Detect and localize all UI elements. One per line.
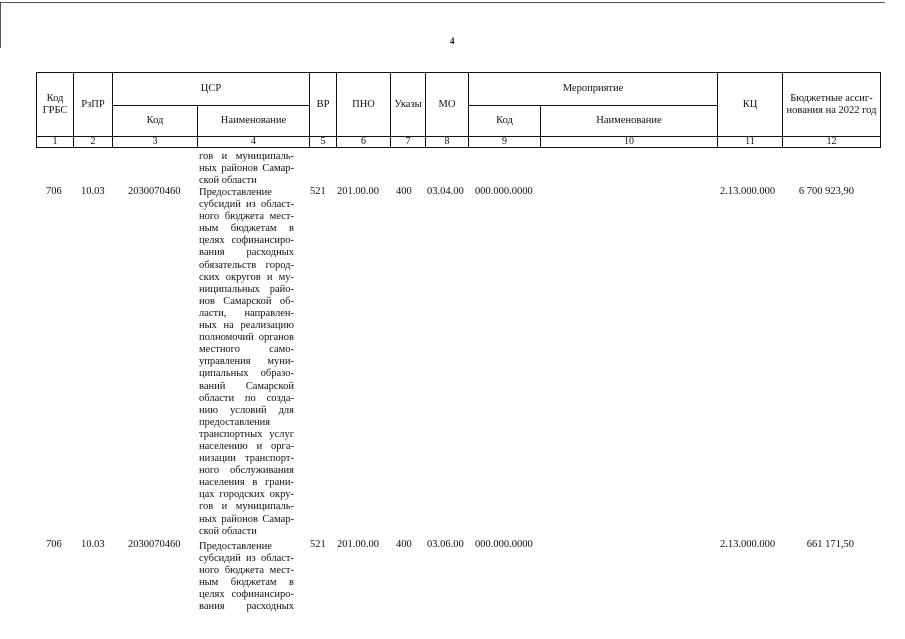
cell-csr-code: 2030070460 <box>128 539 181 550</box>
description-line: ских округов и му- <box>199 271 294 283</box>
description-line: ного обслуживания <box>199 465 294 477</box>
description-line: ниципальных райо- <box>199 283 294 295</box>
description-line: ного бюджета мест- <box>199 211 294 223</box>
cell-kc: 2.13.000.000 <box>720 186 776 197</box>
description-line: ской области <box>199 525 257 537</box>
header-csr: ЦСР <box>113 73 310 106</box>
header-budget-2022: Бюджетные ассиг-нования на 2022 год <box>783 73 881 137</box>
description-line: ваний Самарской <box>199 380 294 392</box>
page-number: 4 <box>450 36 455 46</box>
cell-csr-code: 2030070460 <box>128 186 181 197</box>
description-line: вания расходных <box>199 601 294 613</box>
cell-mo: 03.06.00 <box>427 539 464 550</box>
cell-grbs: 706 <box>46 539 62 550</box>
description-line: нов Самарской об- <box>199 295 294 307</box>
description-line: предоставления <box>199 416 271 428</box>
description-line: субсидий из област- <box>199 199 294 211</box>
description-line: Предоставление <box>199 541 272 552</box>
cell-pno: 201.00.00 <box>337 186 379 197</box>
description-line: субсидий из област- <box>199 553 294 565</box>
description-line: полномочий органов <box>199 332 294 344</box>
column-number: 12 <box>783 137 881 148</box>
description-line: целях софинансиро- <box>199 235 294 247</box>
description-line: целях софинансиро- <box>199 589 294 601</box>
description-line: ного бюджета мест- <box>199 565 294 577</box>
cell-amount: 661 171,50 <box>806 539 854 550</box>
cell-csr-name <box>199 187 294 538</box>
description-line: ным бюджетам в <box>199 577 294 589</box>
column-number: 6 <box>337 137 391 148</box>
table-row <box>36 186 880 200</box>
cell-pno: 201.00.00 <box>337 539 379 550</box>
cell-kc: 2.13.000.000 <box>720 539 776 550</box>
description-line: местного само- <box>199 344 294 356</box>
column-number: 3 <box>113 137 198 148</box>
description-line: Предоставление <box>199 187 272 198</box>
column-number: 10 <box>541 137 718 148</box>
column-number: 5 <box>310 137 337 148</box>
header-csr-name: Наименование <box>198 106 310 137</box>
description-line: ным бюджетам в <box>199 223 294 235</box>
description-line: цах городских окру- <box>199 489 294 501</box>
description-line: обязательств город- <box>199 259 294 271</box>
column-number: 1 <box>37 137 74 148</box>
description-line: транспортных услуг <box>199 428 294 440</box>
description-line: области по созда- <box>199 392 294 404</box>
header-pno: ПНО <box>337 73 391 137</box>
cell-meropr-code: 000.000.0000 <box>475 539 533 550</box>
scan-border <box>0 2 885 3</box>
cell-meropr-code: 000.000.0000 <box>475 186 533 197</box>
cell-amount: 6 700 923,90 <box>798 186 854 197</box>
header-csr-code: Код <box>113 106 198 137</box>
header-meropriyatie: Мероприятие <box>469 73 718 106</box>
header-vr: ВР <box>310 73 337 137</box>
description-line: вания расходных <box>199 247 294 259</box>
header-mo: МО <box>426 73 469 137</box>
table-row <box>36 539 880 553</box>
description-line: нию условий для <box>199 404 294 416</box>
header-meropr-name: Наименование <box>541 106 718 137</box>
cell-csr-name <box>199 541 294 614</box>
cell-mo: 03.04.00 <box>427 186 464 197</box>
description-line: ласти, направлен- <box>199 307 294 319</box>
header-rzpr: РзПР <box>74 73 113 137</box>
description-line: населению и орга- <box>199 440 294 452</box>
cell-vr: 521 <box>310 186 326 197</box>
header-kc: КЦ <box>718 73 783 137</box>
budget-table-header <box>36 72 881 148</box>
header-meropr-code: Код <box>469 106 541 137</box>
column-number: 4 <box>198 137 310 148</box>
description-line: управления муни- <box>199 356 294 368</box>
column-number: 11 <box>718 137 783 148</box>
cell-grbs: 706 <box>46 186 62 197</box>
column-number: 7 <box>391 137 426 148</box>
cell-rzpr: 10.03 <box>81 539 105 550</box>
description-line: населения в грани- <box>199 477 294 489</box>
scan-border <box>0 2 1 48</box>
column-number: 8 <box>426 137 469 148</box>
header-grbs: Код ГРБС <box>37 73 74 137</box>
column-number: 2 <box>74 137 113 148</box>
column-number: 9 <box>469 137 541 148</box>
description-line: ных районов Самар- <box>199 163 294 174</box>
cell-ukazy: 400 <box>396 539 412 550</box>
description-line: низации транспорт- <box>199 453 294 465</box>
description-line: ных районов Самар- <box>199 513 294 525</box>
cell-vr: 521 <box>310 539 326 550</box>
cell-rzpr: 10.03 <box>81 186 105 197</box>
description-line: гов и муниципаль- <box>199 151 294 162</box>
description-line: ных на реализацию <box>199 320 294 332</box>
description-line: ской области <box>199 175 257 186</box>
carryover-description <box>199 151 294 187</box>
cell-ukazy: 400 <box>396 186 412 197</box>
description-line: гов и муниципаль- <box>199 501 294 513</box>
description-line: ципальных образо- <box>199 368 294 380</box>
header-ukazy: Указы <box>391 73 426 137</box>
